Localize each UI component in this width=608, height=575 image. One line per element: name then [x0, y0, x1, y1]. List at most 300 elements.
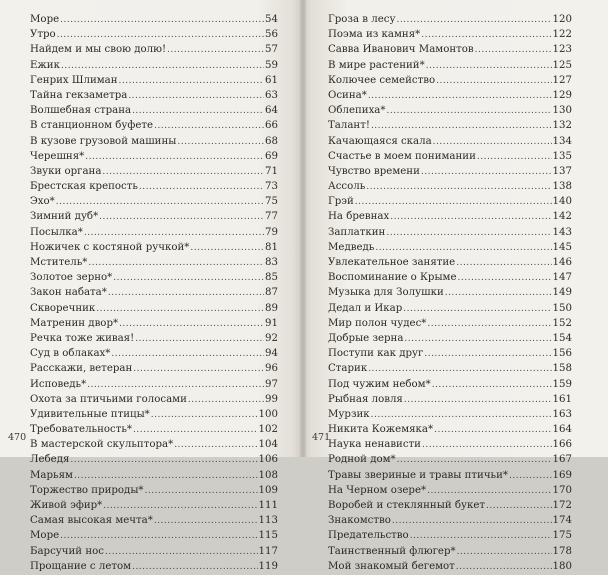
toc-leader-dots: [475, 43, 552, 58]
toc-entry-title: Облепиха*: [328, 105, 386, 117]
toc-entry: [328, 42, 572, 57]
toc-entry: [30, 331, 278, 346]
toc-leader-dots: [119, 317, 264, 332]
toc-entry: [328, 27, 572, 42]
toc-entry: [30, 285, 278, 300]
toc-entry: [328, 240, 572, 255]
toc-leader-dots: [99, 210, 264, 225]
toc-entry-title: Осина*: [328, 89, 367, 101]
toc-entry-page: 75: [265, 196, 278, 208]
toc-entry: [328, 437, 572, 452]
toc-leader-dots: [174, 438, 257, 453]
toc-entry-page: 166: [552, 439, 572, 451]
toc-entry-title: Зимний дуб*: [30, 211, 99, 223]
toc-entry-page: 143: [552, 226, 572, 238]
toc-leader-dots: [88, 256, 264, 271]
toc-leader-dots: [386, 226, 551, 241]
toc-entry-page: 132: [552, 120, 572, 132]
toc-entry: [30, 316, 278, 331]
toc-entry-page: 180: [552, 560, 572, 572]
toc-entry-page: 77: [265, 211, 278, 223]
toc-entry-title: Посылка*: [30, 226, 83, 238]
toc-entry-title: Родной дом*: [328, 454, 396, 466]
toc-entry: [30, 27, 278, 42]
toc-entry-title: Тайна гекзаметра: [30, 89, 128, 101]
toc-entry-title: Заплаткин: [328, 226, 386, 238]
toc-entry-title: Ножичек с костяной ручкой*: [30, 241, 190, 253]
toc-leader-dots: [102, 165, 264, 180]
toc-leader-dots: [404, 393, 552, 408]
toc-leader-dots: [390, 210, 551, 225]
toc-entry-page: 172: [552, 500, 572, 511]
toc-entry-page: 89: [265, 302, 278, 314]
toc-entry: [30, 58, 278, 73]
toc-entry-page: 149: [552, 287, 572, 299]
toc-entry: [328, 301, 572, 316]
toc-leader-dots: [432, 378, 552, 393]
toc-entry-page: 56: [265, 29, 278, 41]
toc-entry: [30, 103, 278, 118]
toc-entry: [328, 422, 572, 437]
toc-entry-page: 125: [552, 59, 572, 71]
toc-entry-page: 175: [552, 530, 572, 542]
toc-leader-dots: [135, 332, 264, 347]
toc-leader-dots: [386, 104, 551, 119]
toc-entry: [328, 392, 572, 407]
toc-entry: [30, 346, 278, 361]
toc-leader-dots: [145, 484, 258, 499]
toc-entry-title: Найдем и мы свою долю!: [30, 44, 167, 56]
toc-leader-dots: [375, 241, 551, 256]
toc-leader-dots: [397, 453, 552, 468]
toc-entry-title: Мурзик: [328, 408, 370, 420]
toc-leader-dots: [456, 560, 552, 575]
toc-entry: [30, 42, 278, 57]
toc-entry-page: 130: [552, 105, 572, 117]
toc-entry-title: Скворечник: [30, 302, 96, 314]
toc-entry-page: 164: [552, 424, 572, 436]
toc-entry: [328, 88, 572, 103]
toc-leader-dots: [61, 59, 264, 74]
toc-leader-dots: [486, 499, 552, 514]
toc-entry-title: Колючее семейство: [328, 74, 436, 86]
toc-entry-page: 161: [552, 393, 572, 405]
toc-entry-page: 117: [258, 545, 278, 557]
toc-leader-dots: [368, 89, 552, 104]
toc-entry-page: 57: [265, 44, 278, 56]
toc-leader-dots: [105, 545, 258, 560]
toc-entry-page: 115: [258, 530, 278, 542]
toc-list-right: [328, 12, 572, 574]
toc-entry: [328, 149, 572, 164]
toc-entry-title: Счастье в моем понимании: [328, 150, 476, 162]
toc-entry-page: 167: [552, 454, 572, 466]
toc-entry-title: В станционном буфете: [30, 120, 154, 132]
toc-entry-title: Савва Иванович Мамонтов: [328, 44, 474, 56]
toc-entry-title: Поступи как друг: [328, 348, 424, 360]
toc-entry-page: 79: [265, 226, 278, 238]
toc-entry: [328, 12, 572, 27]
toc-entry: [328, 452, 572, 467]
toc-entry: [30, 88, 278, 103]
toc-entry-title: Качающаяся скала: [328, 135, 432, 147]
toc-entry: [328, 316, 572, 331]
toc-entry: [30, 559, 278, 574]
toc-entry: [30, 12, 278, 27]
toc-entry-page: 83: [265, 257, 278, 268]
toc-leader-dots: [509, 469, 552, 484]
toc-entry: [328, 377, 572, 392]
toc-entry: [328, 498, 572, 513]
toc-entry-page: 106: [258, 454, 278, 466]
toc-entry-page: 158: [552, 363, 572, 375]
toc-entry-page: 61: [265, 74, 278, 86]
toc-leader-dots: [436, 74, 551, 89]
toc-leader-dots: [457, 545, 552, 560]
toc-entry-title: Брестская крепость: [30, 181, 138, 193]
toc-entry-title: Море: [30, 14, 60, 25]
toc-entry-title: Речка тоже живая!: [30, 332, 135, 344]
toc-entry-page: 156: [552, 348, 572, 360]
toc-leader-dots: [103, 499, 257, 514]
toc-entry-title: Марьям: [30, 469, 73, 481]
toc-entry: [30, 422, 278, 437]
toc-entry: [30, 483, 278, 498]
toc-entry: [30, 179, 278, 194]
toc-entry: [328, 331, 572, 346]
toc-entry-page: 85: [265, 272, 278, 284]
toc-entry-title: Море: [30, 530, 60, 542]
toc-entry-title: Ежик: [30, 59, 60, 71]
toc-entry-title: Исповедь*: [30, 378, 87, 390]
page-number-right: 471: [312, 432, 331, 443]
toc-entry-title: Талант!: [328, 120, 370, 132]
toc-leader-dots: [87, 378, 264, 393]
toc-entry: [328, 118, 572, 133]
toc-entry-title: Грэй: [328, 196, 354, 208]
toc-entry-page: 71: [265, 165, 278, 177]
toc-entry-title: Живой эфир*: [30, 500, 103, 511]
toc-entry-page: 99: [265, 393, 278, 405]
toc-entry-page: 140: [552, 196, 572, 208]
toc-entry: [328, 225, 572, 240]
toc-entry-page: 66: [265, 120, 278, 132]
toc-leader-dots: [188, 393, 264, 408]
toc-entry-title: Закон набата*: [30, 287, 107, 299]
toc-entry: [328, 483, 572, 498]
toc-entry: [328, 513, 572, 528]
toc-leader-dots: [70, 453, 257, 468]
toc-entry: [328, 544, 572, 559]
toc-entry-page: 54: [265, 14, 278, 25]
toc-leader-dots: [427, 484, 551, 499]
toc-entry: [30, 73, 278, 88]
toc-entry: [30, 255, 278, 270]
toc-leader-dots: [96, 302, 264, 317]
toc-entry-title: Дедал и Икар: [328, 302, 403, 314]
toc-leader-dots: [133, 423, 258, 438]
toc-entry-title: Воспоминание о Крыме: [328, 272, 457, 284]
toc-leader-dots: [56, 195, 264, 210]
toc-leader-dots: [133, 362, 264, 377]
toc-leader-dots: [421, 28, 551, 43]
toc-entry-title: Наука ненависти: [328, 439, 421, 451]
page-number-left: 470: [8, 432, 27, 443]
toc-entry-title: Чувство времени: [328, 165, 420, 177]
toc-entry-page: 154: [552, 332, 572, 344]
toc-entry-title: Звуки органа: [30, 165, 102, 177]
toc-leader-dots: [151, 408, 258, 423]
toc-entry-title: Мир полон чудес*: [328, 317, 427, 329]
right-page: [302, 0, 608, 572]
book-gutter: [300, 0, 306, 457]
toc-entry-title: Старик: [328, 363, 368, 375]
toc-leader-dots: [139, 180, 264, 195]
toc-leader-dots: [421, 165, 552, 180]
toc-entry: [328, 285, 572, 300]
toc-entry-page: 109: [258, 484, 278, 496]
toc-entry-page: 64: [265, 105, 278, 117]
toc-entry-page: 135: [552, 150, 572, 162]
toc-entry-title: Удивительные птицы*: [30, 408, 150, 420]
toc-leader-dots: [132, 560, 257, 575]
toc-entry-page: 81: [265, 241, 278, 253]
toc-leader-dots: [74, 469, 258, 484]
toc-leader-dots: [396, 13, 551, 28]
toc-entry: [328, 73, 572, 88]
toc-entry-title: Прощание с летом: [30, 560, 132, 572]
toc-entry-page: 137: [552, 165, 572, 177]
toc-entry-page: 96: [265, 363, 278, 375]
toc-entry: [328, 194, 572, 209]
toc-entry: [30, 301, 278, 316]
toc-leader-dots: [119, 74, 264, 89]
toc-entry: [328, 179, 572, 194]
toc-entry-title: Утро: [30, 29, 56, 41]
toc-entry: [30, 164, 278, 179]
toc-entry-page: 159: [552, 378, 572, 390]
toc-entry: [328, 58, 572, 73]
toc-entry: [328, 103, 572, 118]
toc-entry: [328, 407, 572, 422]
toc-entry-page: 127: [552, 74, 572, 86]
toc-entry: [30, 437, 278, 452]
toc-entry: [30, 149, 278, 164]
toc-entry-page: 73: [265, 181, 278, 193]
toc-entry-page: 170: [552, 484, 572, 496]
toc-entry-title: На бревнах: [328, 211, 390, 223]
toc-entry-title: На Черном озере*: [328, 484, 427, 496]
toc-entry-title: Добрые зерна: [328, 332, 404, 344]
toc-entry-title: Генрих Шлиман: [30, 74, 118, 86]
toc-entry-title: Предательство: [328, 530, 409, 542]
toc-entry: [328, 255, 572, 270]
toc-entry-title: Гроза в лесу: [328, 14, 396, 25]
toc-entry: [328, 361, 572, 376]
toc-entry-title: В мастерской скульптора*: [30, 439, 174, 451]
toc-entry: [328, 270, 572, 285]
toc-list-left: [30, 12, 278, 574]
toc-entry-title: Волшебная страна: [30, 105, 132, 117]
toc-leader-dots: [371, 119, 552, 134]
toc-entry: [30, 513, 278, 528]
toc-entry: [30, 209, 278, 224]
toc-entry-page: 146: [552, 257, 572, 268]
toc-leader-dots: [85, 150, 264, 165]
toc-entry-page: 129: [552, 89, 572, 101]
toc-entry-page: 169: [552, 469, 572, 481]
toc-leader-dots: [368, 362, 551, 377]
toc-entry: [30, 240, 278, 255]
toc-entry-title: Торжество природы*: [30, 484, 144, 496]
toc-entry: [30, 134, 278, 149]
toc-entry-title: Мой знакомый бегемот: [328, 560, 455, 572]
toc-entry-title: Рыбная ловля: [328, 393, 403, 405]
toc-entry-title: Увлекательное занятие: [328, 257, 456, 268]
toc-leader-dots: [477, 150, 552, 165]
toc-entry-title: Мститель*: [30, 257, 88, 268]
toc-leader-dots: [154, 119, 264, 134]
toc-entry: [328, 346, 572, 361]
toc-entry-title: Музыка для Золушки: [328, 287, 444, 299]
toc-leader-dots: [113, 271, 264, 286]
toc-leader-dots: [57, 28, 264, 43]
toc-entry-title: Под чужим небом*: [328, 378, 431, 390]
toc-entry: [30, 528, 278, 543]
toc-entry-page: 102: [258, 424, 278, 436]
toc-entry-page: 138: [552, 181, 572, 193]
toc-leader-dots: [392, 514, 552, 529]
toc-leader-dots: [410, 529, 552, 544]
toc-entry-title: Травы звериные и травы птичьи*: [328, 469, 508, 481]
toc-entry-title: Черешня*: [30, 150, 85, 162]
toc-entry: [328, 528, 572, 543]
toc-entry-page: 134: [552, 135, 572, 147]
toc-leader-dots: [132, 104, 264, 119]
toc-entry-title: Требовательность*: [30, 424, 133, 436]
toc-entry-page: 91: [265, 317, 278, 329]
toc-entry-title: Расскажи, ветеран: [30, 363, 133, 375]
toc-entry-title: Поэма из камня*: [328, 29, 421, 41]
toc-entry-page: 122: [552, 29, 572, 41]
toc-entry-page: 120: [552, 14, 572, 25]
toc-leader-dots: [366, 180, 551, 195]
toc-entry-title: Охота за птичьими голосами: [30, 393, 187, 405]
toc-entry-page: 163: [552, 408, 572, 420]
toc-entry: [30, 225, 278, 240]
toc-entry: [328, 134, 572, 149]
toc-entry-title: Ассоль: [328, 181, 366, 193]
toc-entry-page: 111: [258, 500, 278, 511]
toc-leader-dots: [154, 514, 258, 529]
toc-entry-page: 94: [265, 348, 278, 360]
toc-entry-title: Золотое зерно*: [30, 272, 113, 284]
toc-entry-page: 59: [265, 59, 278, 71]
toc-entry-title: Самая высокая мечта*: [30, 515, 153, 527]
toc-entry-title: Никита Кожемяка*: [328, 424, 434, 436]
toc-entry-page: 92: [265, 332, 278, 344]
toc-entry-title: Медведь: [328, 241, 375, 253]
toc-entry-title: Лебедя: [30, 454, 70, 466]
toc-entry-page: 113: [258, 515, 278, 527]
toc-entry: [328, 164, 572, 179]
toc-leader-dots: [355, 195, 552, 210]
toc-entry-page: 145: [552, 241, 572, 253]
toc-entry: [30, 270, 278, 285]
toc-leader-dots: [111, 347, 264, 362]
toc-entry: [30, 194, 278, 209]
toc-leader-dots: [434, 423, 551, 438]
toc-leader-dots: [445, 286, 552, 301]
toc-leader-dots: [60, 13, 264, 28]
toc-entry: [30, 377, 278, 392]
toc-leader-dots: [84, 226, 264, 241]
toc-entry-title: Барсучий нос: [30, 545, 104, 557]
toc-entry-title: Воробей и стеклянный букет: [328, 500, 486, 511]
toc-entry-page: 178: [552, 545, 572, 557]
toc-leader-dots: [371, 408, 552, 423]
toc-entry-page: 174: [552, 515, 572, 527]
toc-entry: [30, 544, 278, 559]
toc-leader-dots: [404, 332, 551, 347]
toc-leader-dots: [108, 286, 264, 301]
toc-entry: [30, 468, 278, 483]
left-page: [0, 0, 302, 572]
toc-leader-dots: [427, 317, 551, 332]
toc-entry-title: В мире растений*: [328, 59, 425, 71]
toc-entry: [328, 468, 572, 483]
toc-entry-page: 97: [265, 378, 278, 390]
toc-leader-dots: [426, 59, 552, 74]
toc-entry-page: 123: [552, 44, 572, 56]
toc-entry: [30, 118, 278, 133]
toc-entry: [328, 559, 572, 574]
toc-leader-dots: [456, 256, 551, 271]
toc-leader-dots: [424, 347, 551, 362]
toc-leader-dots: [458, 271, 552, 286]
toc-leader-dots: [190, 241, 264, 256]
toc-leader-dots: [433, 135, 552, 150]
toc-entry: [30, 407, 278, 422]
toc-entry-page: 104: [258, 439, 278, 451]
toc-entry-page: 69: [265, 150, 278, 162]
toc-entry-page: 119: [258, 560, 278, 572]
toc-entry: [328, 209, 572, 224]
toc-entry-page: 63: [265, 89, 278, 101]
toc-entry-page: 87: [265, 287, 278, 299]
toc-entry-title: Знакомство: [328, 515, 391, 527]
toc-entry-page: 100: [258, 408, 278, 420]
toc-entry: [30, 361, 278, 376]
toc-leader-dots: [167, 43, 264, 58]
toc-entry: [30, 452, 278, 467]
toc-entry-title: В кузове грузовой машины: [30, 135, 177, 147]
toc-leader-dots: [60, 529, 257, 544]
toc-entry-page: 108: [258, 469, 278, 481]
toc-entry-page: 150: [552, 302, 572, 314]
toc-entry-title: Таинственный флюгер*: [328, 545, 456, 557]
toc-entry-title: Суд в облаках*: [30, 348, 111, 360]
toc-entry: [30, 498, 278, 513]
toc-entry-page: 152: [552, 317, 572, 329]
toc-entry-page: 142: [552, 211, 572, 223]
toc-leader-dots: [403, 302, 551, 317]
toc-leader-dots: [177, 135, 264, 150]
toc-entry-page: 68: [265, 135, 278, 147]
toc-leader-dots: [422, 438, 552, 453]
toc-entry: [30, 392, 278, 407]
toc-leader-dots: [128, 89, 264, 104]
